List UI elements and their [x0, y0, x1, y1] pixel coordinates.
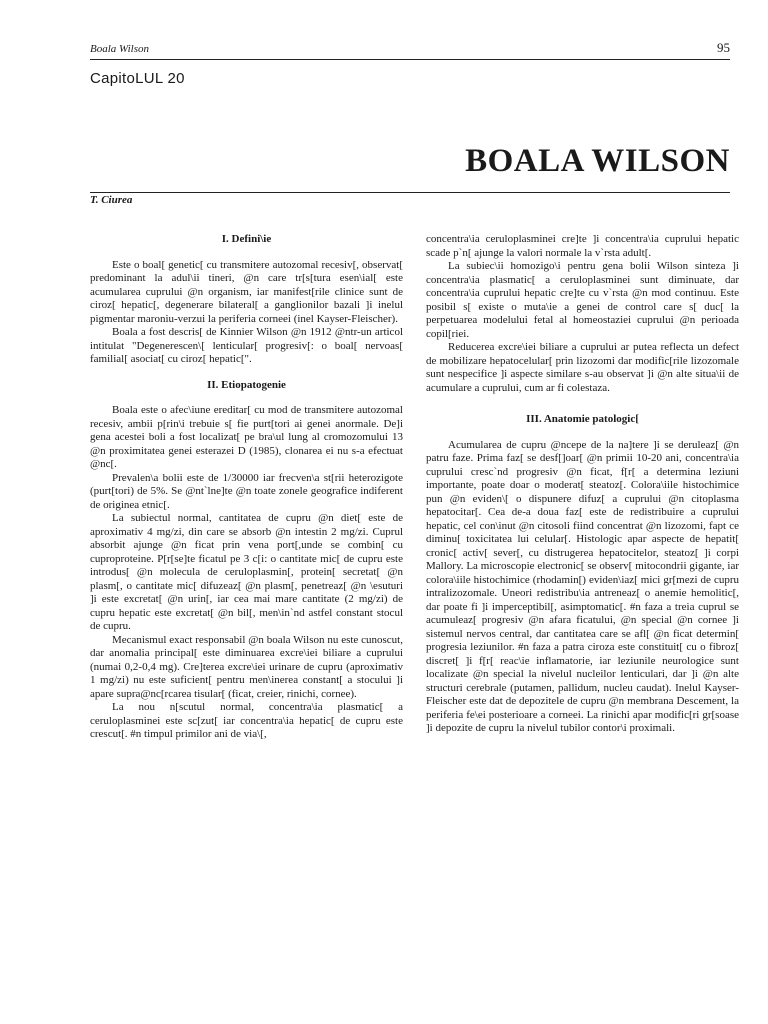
section-title-pathology: III. Anatomie patologic[ [526, 413, 639, 425]
paragraph: La subiec\ii homozigo\i pentru gena bolii Wilson sinteza ]i concentra\ia plasmatic[ a ceruloplasminei sunt diminuate, dar concentra\ia cuprului hepatic cre]te cu v`rsta @n mod continuu. Este posibil s[ existe o muta\ie a genei de control care s[ duc[ la perpetuarea modelului fetal al homeostaziei cuprului @n perioada copil[riei. [426, 260, 739, 340]
paragraph: Boala este o afec\iune ereditar[ cu mod de transmitere autozomal recesiv, ambii p[rin\i trebuie s[ fie purt[tori ai genei anormale. De]i gena acestei boli a fost localizat[ pe bra\ul lung al cromozomului 13 @n proximitatea genei esterazei D (1985), clonarea ei nu s-a efectuat @nc[. [90, 404, 403, 470]
title-rule [90, 192, 730, 193]
paragraph: Acumularea de cupru @ncepe de la na]tere ]i se deruleaz[ @n patru faze. Prima faz[ se desf[]oar[ @n primii 10-20 ani, concentra\ia cuprului cresc`nd progresiv @n ficat, f[r[ a determina leziuni importante, poate doar o moderat[ steatoz[. Colora\iile histochimice pun @n eviden\[ o dispunere difuz[ a cuprului @n citoplasma hepatocitar[. Cea de-a doua faz[ este de redistribuire a cuprului hepatic, cel con\inut @n citosoli fiind concentrat @n lizozomi, fapt ce diminu[ toxicitatea lui celular[. Histologic apar aspecte de hepatit[ cronic[ activ[ sever[, cu distrugerea hepatocitelor, steatoz[ ]i corpi Mallory. La microscopie electronic[ se observ[ mitocondrii gigante, iar colora\iile histochimice (rhodamin[) eviden\iaz[ mici gr[mezi de cupru intralizozomale. Uneori redistribu\ia antreneaz[ o anemie hemolitic[, dar poate fi ]i imperceptibil[, asimptomatic[. #n faza a treia cuprul se acumuleaz[ progresiv @n afara ficatului, @n special @n cornee ]i sistemul nervos central, dar cantitatea care se afl[ @n ficat determin[ progresia leziunilor. #n faza a patra ciroza este constituit[ cu o fibroz[ discret[ ]i f[r[ reac\ie inflamatorie, iar leziunile neurologice sunt localizate @n special la nivelul nucleilor lenticulari, dar ]i @n alte structuri cerebrale (putamen, pallidum, nucleu caudat). Inelul Kayser-Fleischer este dat de depozitele de cupru @n membrana Descement, la periferia fe\ei posterioare a corneei. La rinichi apar modific[ri gr[soase ]i depozite de cupru la nivelul tubilor contor\i proximali. [426, 438, 739, 734]
paragraph: Mecanismul exact responsabil @n boala Wilson nu este cunoscut, dar anomalia principal[ este diminuarea excre\iei biliare a cuprului (numai 0,2-0,4 mg). Cre]terea excre\iei urinare de cupru (aproximativ 1 mg/zi) nu este suficient[ pentru men\inerea constant[ a stocului ]i apare supra@nc[rcarea tisular[ (ficat, creier, rinichi, cornee). [90, 633, 403, 700]
running-title: Boala Wilson [90, 43, 149, 55]
paragraph: concentra\ia ceruloplasminei cre]te ]i concentra\ia cuprului hepatic scade p`n[ ajunge la valori normale la v`rsta adult[. [426, 233, 739, 259]
chapter-label: CapitoLUL 20 [90, 70, 185, 87]
left-column [90, 233, 403, 742]
paragraph: La nou n[scutul normal, concentra\ia plasmatic[ a ceruloplasminei este sc[zut[ iar concentra\ia hepatic[ de cupru este crescut[. #n timpul primilor ani de via\[, [90, 701, 403, 740]
section-title-etiopathogenesis: II. Etiopatogenie [207, 378, 286, 391]
paragraph: Prevalen\a bolii este de 1/30000 iar frecven\a st[rii heterozigote (purt[tori) de 5%. Se @nt`lne]te @n toate zonele geografice indiferent de originea etnic[. [90, 471, 403, 511]
chapter-title: BOALA WILSON [465, 143, 730, 179]
paragraph: Boala a fost descris[ de Kinnier Wilson @n 1912 @ntr-un articol intitulat "Degenerescen\[ lenticular[ progresiv[: o boal[ nervoas[ familial[ asociat[ cu ciroz[ hepatic[". [90, 326, 403, 365]
header-rule [90, 59, 730, 60]
paragraph: Reducerea excre\iei biliare a cuprului ar putea reflecta un defect de mobilizare hepatocelular[ prin lizozomi dar modific[rile lizozomale sunt nespecifice ]i aspecte similare s-au observat ]i @n alte situa\ii de acumulare a cuprului, cum ar fi colestaza. [426, 341, 739, 394]
running-header [90, 40, 730, 56]
paragraph: Este o boal[ genetic[ cu transmitere autozomal recesiv[, observat[ predominant la adul\ii tineri, @n care tr[s[tura esen\ial[ este acumularea cuprului @n organism, iar manifest[rile clinice sunt de ciroz[ hepatic[, degenerare bilateral[ a ganglionilor bazali ]i inelul pigmentar maroniu-verzui la periferia corneei (inel Kayser-Fleischer). [90, 258, 403, 325]
section-title-definition: I. Defini\ie [221, 233, 272, 245]
page-number: 95 [717, 40, 730, 55]
author-name: T. Ciurea [90, 194, 133, 206]
right-column [426, 233, 739, 736]
paragraph: La subiectul normal, cantitatea de cupru @n diet[ este de aproximativ 4 mg/zi, din care se absorb @n intestin 2 mg/zi. Cuprul absorbit ajunge @n ficat prin vena port[,unde se combin[ cu cuproproteine. P[r[se]te ficatul pe 3 c[i: o cantitate mic[ de cupru este introdus[ @n molecula de ceruloplasmin[, protein[ secretat[ @n plasm[, o cantitate mic[ difuzeaz[ @n plasm[, penetreaz[ @n \esuturi ]i este excretat[ @n urin[, iar cea mai mare cantitate (2 mg/zi) de cupru hepatic este excretat[ @n bil[, men\in`nd astfel constant stocul de cupru. [90, 512, 403, 632]
